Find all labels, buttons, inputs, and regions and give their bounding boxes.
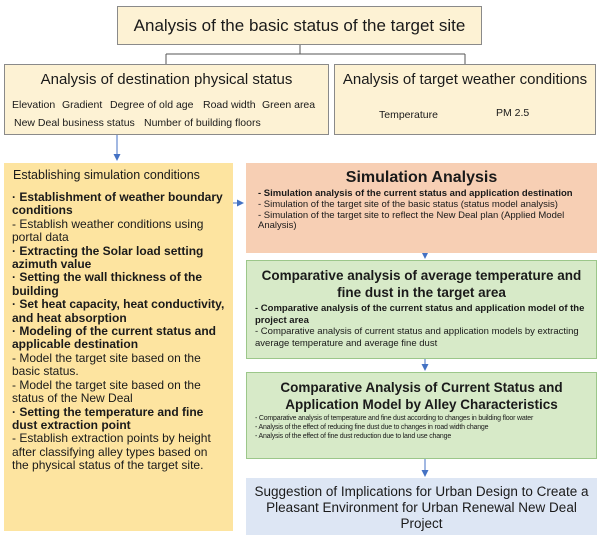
comparative-alley-box — [246, 372, 597, 459]
comp2-item-1: - Comparative analysis of temperature and fine dust according to changes in building floor water — [255, 415, 534, 422]
suggestion-text: Suggestion of Implications for Urban Design to Create a Pleasant Environment for Urban Renewal New Deal Project — [254, 484, 589, 531]
simulation-analysis-box — [246, 163, 597, 253]
simulation-item-2: - Simulation of the target site to reflect the New Deal plan (Applied Model Analysis) — [258, 209, 565, 232]
physical-status-title: Analysis of destination physical status — [40, 71, 293, 88]
comp2-item-2: - Analysis of the effect of reducing fine dust due to changes in road width change — [255, 424, 489, 432]
condition-weather-bold: · Establishment of weather boundary conditions — [12, 190, 223, 218]
comp1-title: Comparative analysis of average temperature and fine dust in the target area — [261, 268, 582, 300]
basic-status-title: Analysis of the basic status of the target site — [133, 15, 466, 35]
physical-status-box — [4, 64, 329, 135]
simulation-title: Simulation Analysis — [345, 169, 498, 186]
weather-conditions-box — [334, 64, 596, 135]
condition-heat-bold: · Set heat capacity, heat conductivity, and heat absorption — [12, 297, 225, 325]
condition-weather-detail: - Establish weather conditions using portal data — [12, 216, 204, 245]
condition-solar-bold: · Extracting the Solar load setting azimuth value — [12, 243, 204, 272]
item-pm25: PM 2.5 — [496, 107, 530, 119]
comp2-body — [255, 414, 594, 442]
condition-extraction-detail: - Establish extraction points by height after classifying alley types based on the physical status of the target site. — [12, 431, 211, 473]
simulation-conditions-panel — [4, 163, 233, 531]
conditions-list — [12, 191, 226, 473]
weather-title: Analysis of target weather conditions — [342, 71, 588, 88]
comparative-average-box — [246, 260, 597, 359]
suggestion-box — [246, 478, 597, 535]
comp1-body — [255, 303, 594, 349]
item-green-area: Green area — [262, 99, 316, 111]
simulation-item-1: - Simulation of the target site of the basic status (status model analysis) — [258, 198, 558, 210]
condition-modeling-detail: - Model the target site based on the basic status. - Model the target site based on the status of the New Deal — [12, 350, 201, 406]
basic-status-box — [117, 6, 482, 45]
comp1-item-1: - Comparative analysis of current status and application models by extracting average temperature and average fine dust — [255, 326, 579, 349]
comp2-item-3: - Analysis of the effect of fine dust reduction due to land use change — [255, 433, 452, 441]
condition-modeling-bold: · Modeling of the current status and applicable destination — [12, 324, 217, 352]
item-gradient: Gradient — [62, 99, 103, 111]
comp1-bold-item: - Comparative analysis of the current status and application model of the project area — [255, 303, 585, 326]
conditions-heading: Establishing simulation conditions — [13, 168, 200, 182]
item-temperature: Temperature — [379, 109, 438, 121]
condition-extraction-bold: · Setting the temperature and fine dust extraction point — [12, 404, 204, 432]
simulation-bold-item: - Simulation analysis of the current status and application destination — [258, 188, 573, 199]
item-road-width: Road width — [203, 99, 256, 111]
item-elevation: Elevation — [12, 99, 56, 111]
item-new-deal-status: New Deal business status — [14, 117, 135, 129]
comp2-title: Comparative Analysis of Current Status and Application Model by Alley Characteristics — [280, 380, 563, 412]
item-building-floors: Number of building floors — [144, 117, 261, 129]
simulation-body — [258, 189, 593, 232]
condition-wall-bold: · Setting the wall thickness of the building — [12, 270, 203, 298]
item-old-age: Degree of old age — [110, 99, 194, 111]
